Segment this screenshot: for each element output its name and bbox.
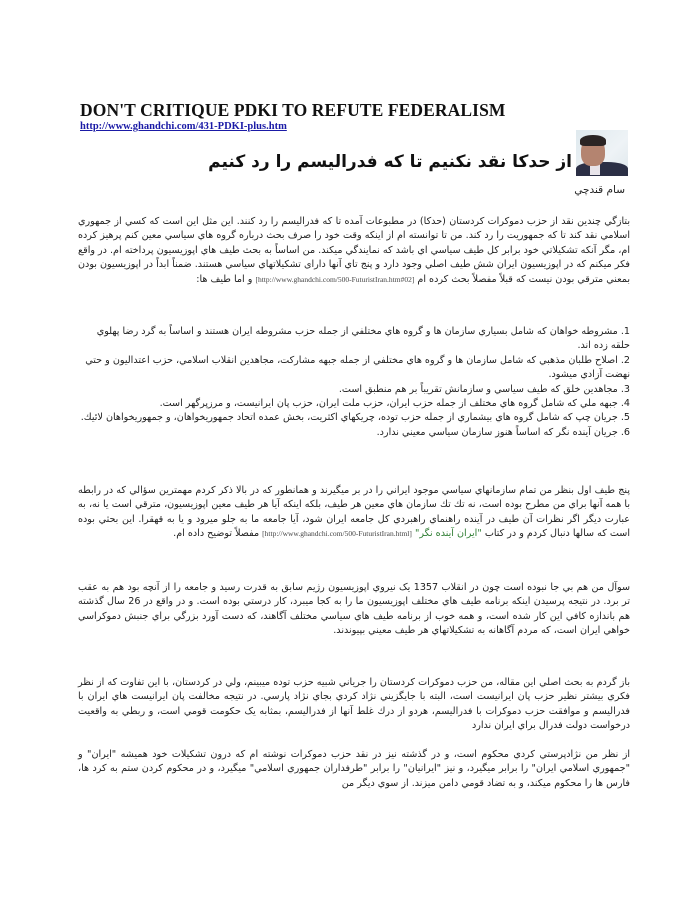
paragraph-1 xyxy=(78,215,630,287)
list-item: 1. مشروطه خواهان كه شامل بسياري سازمان ها و گروه هاي مختلفي از جمله حزب مشروطه ايران هستند و اساساً به گرد رضا پهلوي حلقه زده اند. xyxy=(96,326,630,352)
paragraph-5: از نظر من نژادپرستي كردي محكوم است، و در گذشته نيز در نقد حزب دموكرات نوشته ام كه درون تشكيلات خود هميشه "ايران" و "جمهوري اسلامي ايران" را برابر ميگيرد، و نيز "ايرانيان" را برابر "طرفداران جمهوري اسلامي" ميگيرد، و در محكوم كردن ستم به كرد ها، فارس ها را محكوم ميكند، و به تضاد قومي دامن ميزند. از سوي ديگر من xyxy=(78,749,630,789)
persian-title: از حدکا نقد نکنیم تا که فدرالیسم را رد کنیم xyxy=(208,152,572,172)
paragraph-2-reference[interactable]: [http://www.ghandchi.com/500-FuturistIran.html] xyxy=(262,529,412,539)
english-title: DON'T CRITIQUE PDKI TO REFUTE FEDERALISM xyxy=(80,100,506,120)
paragraph-4: باز گردم به بحث اصلي اين مقاله، من حزب دموكرات كردستان را جرياني شبيه حزب توده ميبينم، ولي در كردستان، با اين تفاوت كه از نظر فكري بيشتر نظير حزب پان ايرانيست است، البته با جايگزيني نژاد كردي بجاي نژاد پارسي. در نتيجه مخالفت پان ايرانيست هاي ايران با فدراليسم و موافقت حزب دموكرات با فدراليسم، هردو از درك غلط آنها از فدراليسم، بمثابه يک حكومت قومي است، و ربطي به واقعيت درخواست دولت فدرال براي ايران ندارد xyxy=(78,677,630,732)
list-item: 5. جريان چپ كه شامل گروه هاي بيشماري از جمله حزب توده، چريكهاي اكثريت، بخش عمده اتحاد جمهوريخواهان، و جمهوريخواهان لائيك. xyxy=(80,412,630,424)
paragraph-2-text: پنج طيف اول بنظر من تمام سازمانهاي سياسي موجود ايراني را در بر ميگيرند و همانطور كه در بالا ذكر كردم مهمترين سؤالي كه در رابطه با همه آنها براي من مطرح بوده است، نه تك تك سازمان هاي معين هر طيف، بلكه اينكه آيا هر طيف معين اپوزيسيون، مترقي است يا نه، به عبارت ديگر اگر نظرات آن طيف در آينده راهنماي راهبردي كل جامعه ايران شود، آيا جامعه ما به جلو ميرود و يا به قهقرا. اين بحثي بوده است كه سالها دنبال كردم و در كتاب xyxy=(78,485,630,540)
author-photo xyxy=(576,130,628,176)
book-title: "ايران آينده نگر" xyxy=(414,528,482,540)
list-item: 4. جبهه ملي كه شامل گروه هاي مختلف از جمله حزب ايران، حزب ملت ايران، حزب پان ايرانيست، و مرزپرگهر است. xyxy=(159,398,630,410)
list-item: 6. جريان آينده نگر كه اساساً هنوز سازمان سياسي معيني ندارد. xyxy=(376,426,630,438)
photo-body-shape xyxy=(576,162,628,176)
paragraph-1-text: بتازگي چندين نقد از حزب دموكرات كردستان (حدكا) در مطبوعات آمده تا كه فدراليسم را رد كنند. اين مثل اين است كه كسي از جمهوري اسلامي نقد كند تا كه جمهوريت را رد كند. من تا توانسته ام از اينكه وقت خود را صرف بحث درباره گروه هاي سياسي معين كنم پرهيز كرده ام، مگر آنكه تشكيلاتي خود برابر كل طيف سياسي اي باشد كه نمايندگي ميكند. من اساساً به بحث طيف هاي اپوزيسيون پرداخته ام. در واقع فكر ميكنم كه در اپوزيسيون ايران شش طيف اصلي وجود دارد و پنج تاي آنها داراى تشكيلاتهاي سياسي هستند. ضمناً ابداً در اپوزيسيون بودن بمعني مترقي بودن نيست كه قبلاً مفصلاً بحث كرده ام xyxy=(78,216,630,285)
list-item: 3. مجاهدين خلق كه طيف سياسي و سازمانش تقريباً بر هم منطبق است. xyxy=(338,383,630,395)
list-item: 2. اصلاح طلبان مذهبي كه شامل سازمان ها و گروه هاي مختلفي از جمله جبهه مشاركت، مجاهدين انقلاب اسلامي، حزب اعتداليون و حتي نهضت آزادي ميشود. xyxy=(85,354,630,381)
paragraph-2-end: مفصلاً توضيح داده ام. xyxy=(173,528,260,540)
paragraph-2 xyxy=(78,484,630,542)
author-name: سام قندچي xyxy=(574,184,625,196)
paragraph-1-end: و اما طيف ها: xyxy=(196,273,253,285)
paragraph-3: سوآل من هم بي جا نبوده است چون در انقلاب 1357 يک نيروي اپوزيسيون رژيم سابق به قدرت رسيد و جامعه را از آنچه بود هم به عقب تر برد. در نتيجه پرسيدن اينكه برنامه طيف هاي مختلف اپوزيسيون ما را به كجا ميبرد، كار درستي بوده است. و در واقع در 26 سال گذشته هم باندازه كافي اين كار شده است، و همه خوب از برنامه طيف هاي سياسي مختلف آگاهند، كه دست آورد بزرگي براي جنبش دموكراسي خواهي ايران است، كه مردم آگاهانه به تشكيلاتهاي هر طيف معيني بپيوندند. xyxy=(78,582,630,637)
photo-hair-shape xyxy=(580,135,606,146)
article-link[interactable]: http://www.ghandchi.com/431-PDKI-plus.htm xyxy=(80,121,287,132)
paragraph-1-reference[interactable]: [http://www.ghandchi.com/500-FuturistIran.htm#02] xyxy=(255,274,415,284)
spectrum-list xyxy=(78,325,630,440)
